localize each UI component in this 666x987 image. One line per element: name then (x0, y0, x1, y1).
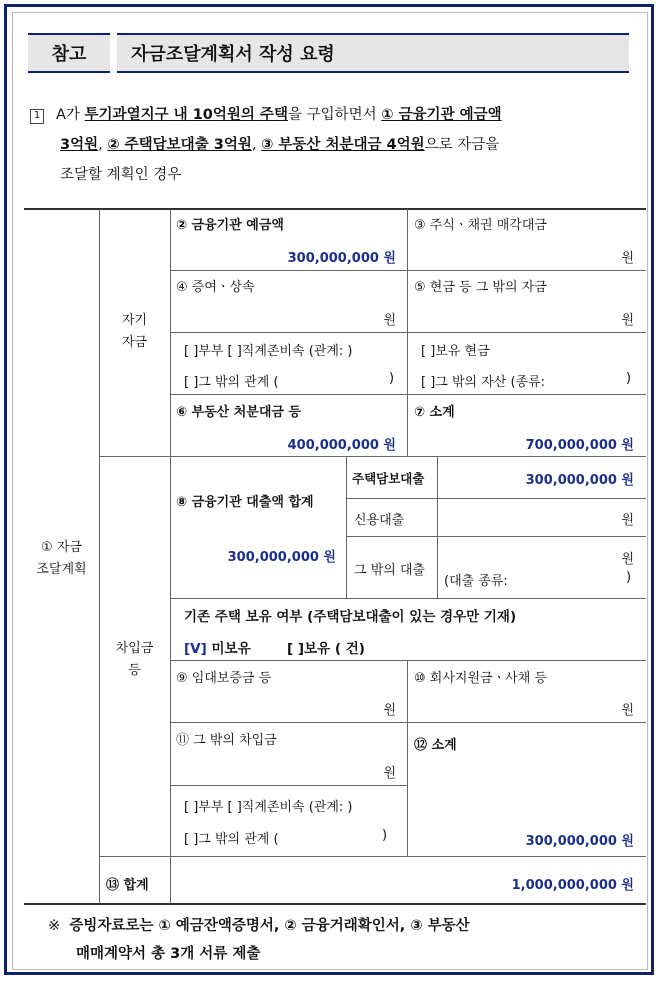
stock-sale-unit: 원 (621, 251, 634, 266)
subtotal-own-value: 700,000,000 원 (525, 438, 634, 453)
intro-bold: ① 금융기관 예금액 (381, 107, 502, 123)
other-borrowing-unit: 원 (383, 766, 396, 781)
table-line (437, 456, 438, 598)
other-asset-checkbox[interactable]: [ ]그 밖의 자산 (종류: (421, 375, 546, 390)
stock-sale-label: ③ 주식ㆍ채권 매각대금 (414, 218, 547, 233)
note-mark: ※ (48, 918, 61, 934)
grand-total-label: ⑬ 합계 (106, 878, 149, 893)
cash-unit: 원 (621, 313, 634, 328)
other-loan-label: 그 밖의 대출 (354, 563, 426, 578)
table-line (346, 536, 646, 537)
lease-deposit-label: ⑨ 임대보증금 등 (176, 671, 272, 686)
table-line (170, 270, 646, 271)
table-line (407, 660, 408, 856)
held-cash-checkbox[interactable]: [ ]보유 현금 (421, 344, 490, 359)
bracket-close: ) (382, 828, 388, 843)
intro-text: 조달할 계획인 경우 (60, 167, 182, 183)
other-relation-checkbox[interactable]: [ ]그 밖의 관계 ( (184, 375, 279, 390)
property-sale-label: ⑥ 부동산 처분대금 등 (176, 405, 302, 420)
relation-checkbox-line[interactable]: [ ]부부 [ ]직계존비속 (관계: ) (184, 344, 353, 359)
intro-text: 을 구입하면서 (287, 107, 382, 123)
grand-total-value: 1,000,000,000 원 (511, 878, 634, 893)
bracket-close: ) (389, 371, 395, 386)
table-line (346, 498, 646, 499)
deposit-label: ② 금융기관 예금액 (176, 218, 284, 233)
other-relation-checkbox-2[interactable]: [ ]그 밖의 관계 ( (184, 832, 279, 847)
table-line (170, 394, 646, 395)
credit-loan-label: 신용대출 (354, 513, 405, 528)
table-line (170, 209, 171, 904)
owned-checkbox[interactable]: [ ]보유 ( 건) (287, 641, 365, 657)
loan-total-label: ⑧ 금융기관 대출액 합계 (176, 495, 314, 510)
intro-text: 으로 자금을 (424, 137, 500, 153)
page-title: 자금조달계획서 작성 요령 (117, 33, 629, 73)
company-fund-unit: 원 (621, 703, 634, 718)
other-loan-type[interactable]: (대출 종류: (444, 574, 508, 589)
property-sale-value: 400,000,000 원 (287, 438, 396, 453)
item-marker-box: 1 (30, 109, 44, 124)
note-bold: 증빙자료 (69, 918, 126, 934)
table-line (346, 456, 347, 598)
other-borrowing-label: ⑪ 그 밖의 차입금 (176, 733, 277, 748)
reference-tag: 참고 (28, 33, 110, 73)
table-bottom-border (24, 903, 646, 905)
table-line (170, 598, 646, 599)
intro-text: A가 (56, 107, 85, 123)
mortgage-loan-value: 300,000,000 원 (525, 473, 634, 488)
gift-label: ④ 증여ㆍ상속 (176, 280, 255, 295)
borrowings-label: 차입금 등 (115, 641, 154, 678)
table-line (170, 722, 646, 723)
subtotal-borrow-label: ⑫ 소계 (414, 738, 457, 753)
lease-deposit-unit: 원 (383, 703, 396, 718)
intro-text: , (251, 137, 262, 153)
gift-unit: 원 (383, 313, 396, 328)
credit-loan-unit: 원 (621, 513, 634, 528)
cash-label: ⑤ 현금 등 그 밖의 자금 (414, 280, 547, 295)
intro-bold: ② 주택담보대출 3억원 (107, 137, 252, 153)
intro-bold: 투기과열지구 내 10억원의 주택 (84, 107, 288, 123)
intro-text: , (98, 137, 108, 153)
bracket-close: ) (626, 570, 632, 585)
note-text: 로는 ① 예금잔액증명서, ② 금융거래확인서, ③ 부동산 (125, 918, 470, 934)
mortgage-loan-label: 주택담보대출 (352, 471, 425, 486)
company-fund-label: ⑩ 회사지원금ㆍ사채 등 (414, 671, 547, 686)
table-line (170, 332, 646, 333)
table-line (99, 456, 646, 457)
subtotal-borrow-value: 300,000,000 원 (525, 834, 634, 849)
own-funds-label: 자기 자금 (121, 313, 148, 350)
table-top-border (24, 208, 646, 210)
other-loan-unit: 원 (621, 552, 634, 567)
intro-paragraph (30, 100, 640, 190)
intro-bold: 3억원 (60, 137, 99, 153)
relation-checkbox-line-2[interactable]: [ ]부부 [ ]직계존비속 (관계: ) (184, 800, 353, 815)
funding-plan-label: ① 자금 조달계획 (36, 540, 87, 577)
note-text-2: 매매계약서 총 3개 서류 제출 (76, 946, 261, 962)
house-ownership-question: 기존 주택 보유 여부 (주택담보대출이 있는 경우만 기재) (184, 609, 517, 625)
intro-bold: ③ 부동산 처분대금 4억원 (261, 137, 425, 153)
bracket-close: ) (626, 371, 632, 386)
subtotal-own-label: ⑦ 소계 (414, 405, 455, 420)
not-owned-checkbox[interactable]: [V] 미보유 (184, 641, 251, 657)
deposit-value: 300,000,000 원 (287, 251, 396, 266)
evidence-note (48, 912, 648, 968)
table-line (170, 660, 646, 661)
table-line (170, 785, 408, 786)
loan-total-value: 300,000,000 원 (227, 550, 336, 565)
table-line (99, 856, 646, 857)
